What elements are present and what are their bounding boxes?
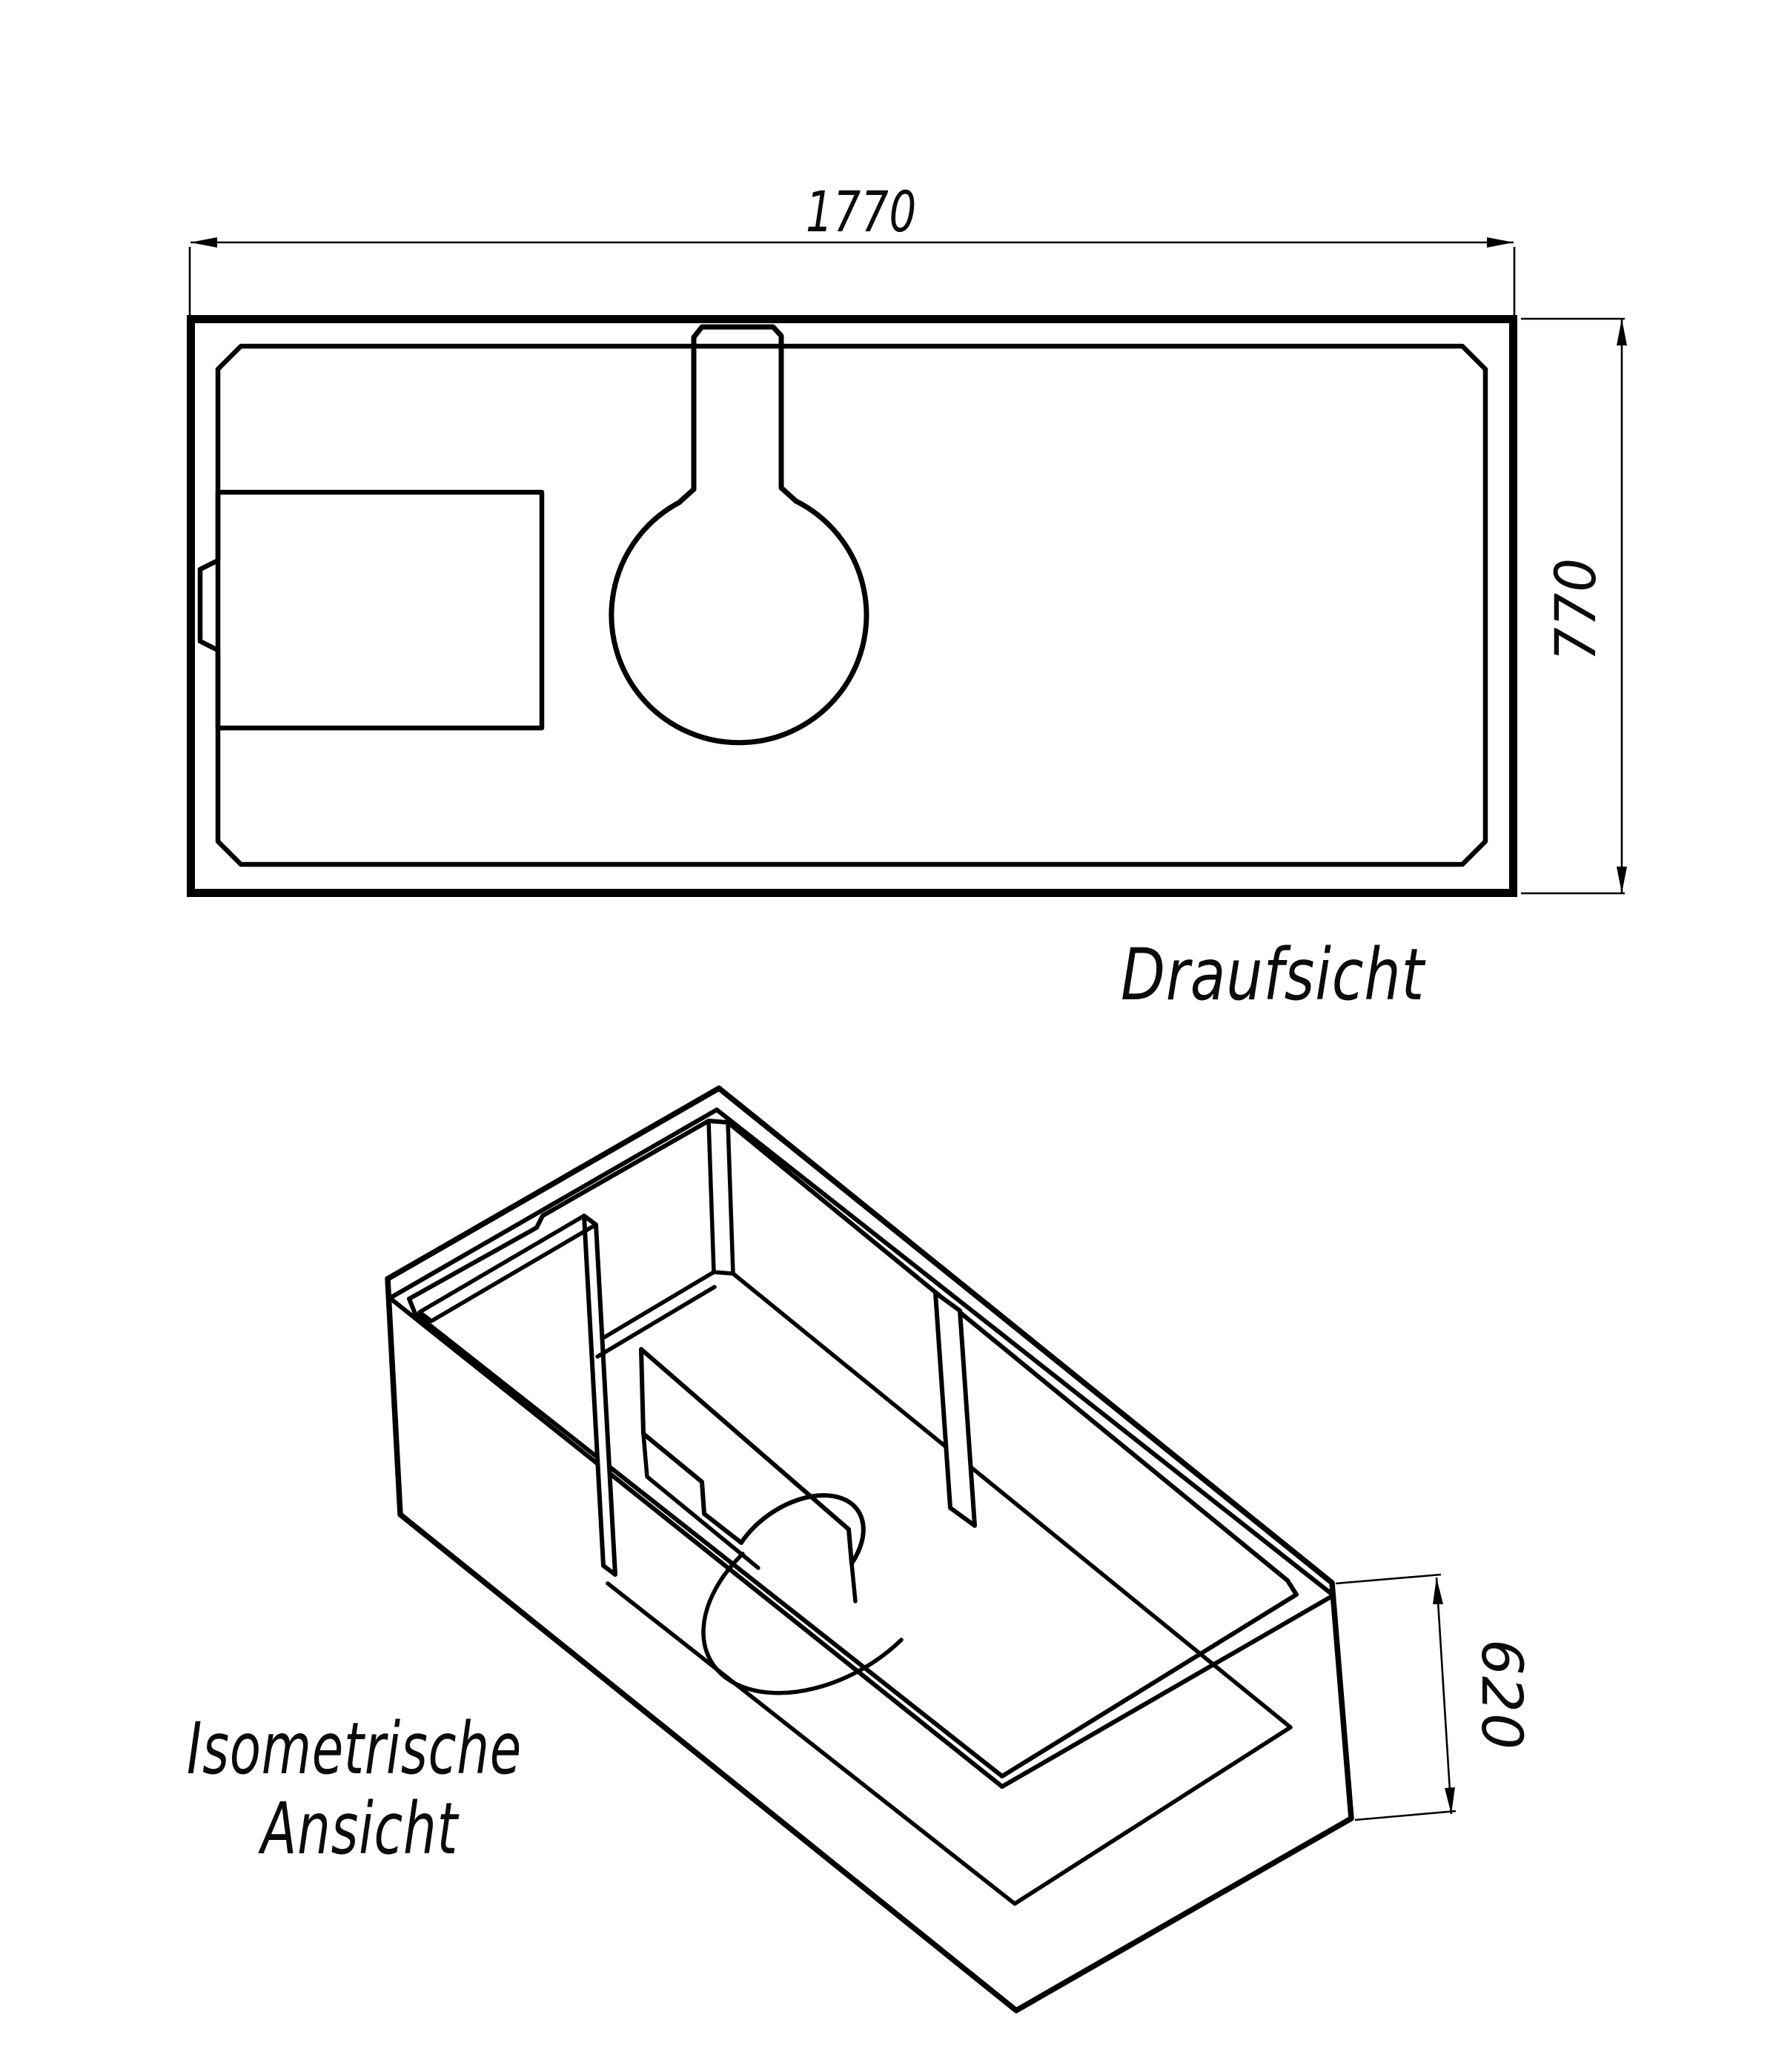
isometric-view-label-line1: Isometrische [187,1707,522,1790]
dimension-line [1436,1578,1451,1814]
isometric-view [187,1088,1535,2010]
dimension-depth-value: 770 [1542,551,1608,661]
arrowhead-top [1617,319,1627,345]
top-view-drain-keyhole [612,327,866,743]
top-view-outer-frame [191,320,1514,893]
arrowhead-bottom [1445,1787,1455,1814]
dimension-height-value: 620 [1469,1639,1535,1750]
top-view-label: Draufsicht [1121,933,1426,1016]
dimension-depth [1521,319,1627,893]
arrowhead-left [190,237,217,248]
top-view [190,179,1627,1016]
isometric-view-label-line2: Ansicht [257,1787,460,1870]
arrowhead-bottom [1617,867,1627,893]
arrowhead-right [1487,237,1514,248]
extension-lines [190,247,1514,315]
top-view-access-pocket [218,492,542,728]
dimension-height [1336,1575,1535,1820]
arrowhead-top [1433,1578,1443,1604]
dimension-width [190,179,1514,315]
dimension-width-value: 1770 [806,179,917,245]
top-view-tub-rim-outline [200,346,1485,864]
